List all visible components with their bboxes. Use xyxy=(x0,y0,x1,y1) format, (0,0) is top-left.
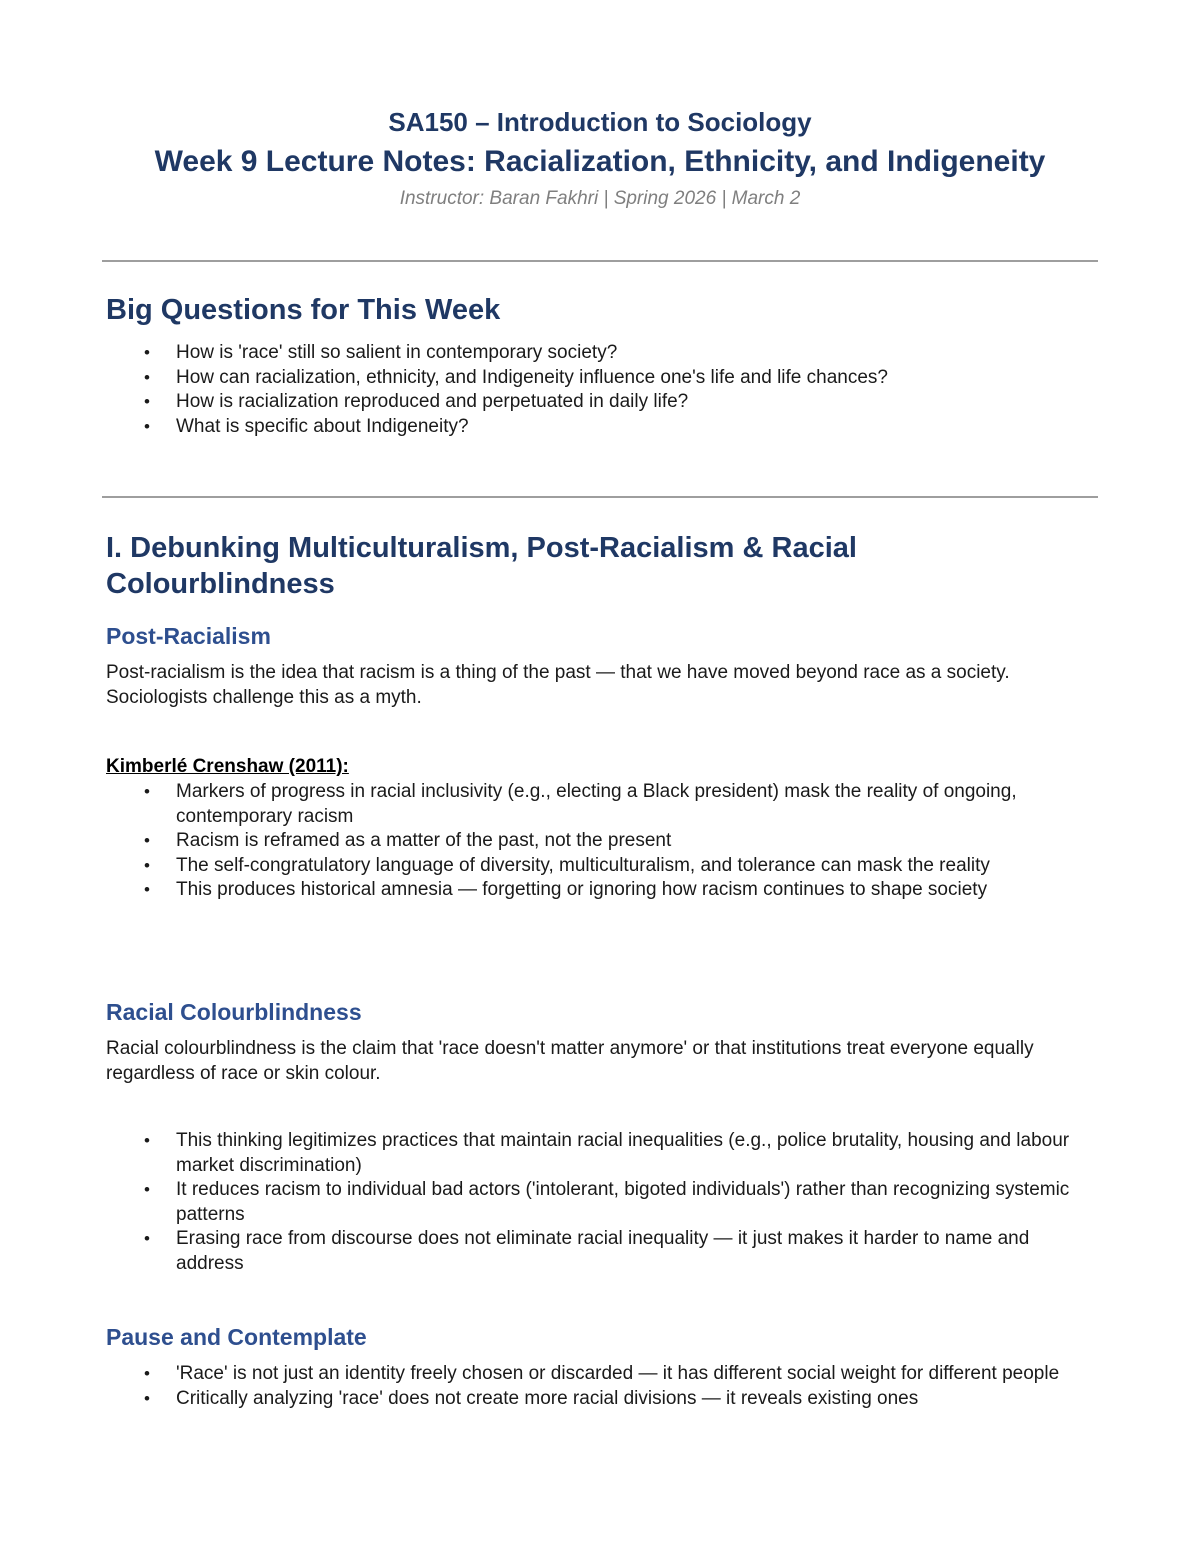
list-item: • Racism is reframed as a matter of the past, not the present xyxy=(106,829,1086,854)
list-item: • This thinking legitimizes practices that maintain racial inequalities (e.g., police brutality, housing and labour market discrimination) xyxy=(106,1129,1096,1178)
list-item: • The self-congratulatory language of diversity, multiculturalism, and tolerance can mask the reality xyxy=(106,854,1086,879)
crenshaw-heading: Kimberlé Crenshaw (2011): xyxy=(106,756,349,777)
colourblindness-paragraph: Racial colourblindness is the claim that 'race doesn't matter anymore' or that institutions treat everyone equally regardless of race or skin colour. xyxy=(106,1038,1034,1084)
list-item: • Markers of progress in racial inclusivity (e.g., electing a Black president) mask the reality of ongoing, contemporary racism xyxy=(106,780,1086,829)
list-item: • This produces historical amnesia — forgetting or ignoring how racism continues to shape society xyxy=(106,878,1086,903)
divider xyxy=(102,496,1098,498)
list-item: • How is racialization reproduced and perpetuated in daily life? xyxy=(106,390,1096,415)
colourblindness-heading: Racial Colourblindness xyxy=(106,999,362,1025)
list-item: • Erasing race from discourse does not eliminate racial inequality — it just makes it harder to name and address xyxy=(106,1227,1096,1276)
list-item: • How is 'race' still so salient in contemporary society? xyxy=(106,341,1096,366)
lecture-meta: Instructor: Baran Fakhri | Spring 2026 | March 2 xyxy=(399,188,801,209)
crenshaw-list xyxy=(106,780,1086,903)
post-racialism-paragraph: Post-racialism is the idea that racism is a thing of the past — that we have moved beyond race as a society. Sociologists challenge this as a myth. xyxy=(106,662,1010,708)
big-questions-heading: Big Questions for This Week xyxy=(106,294,501,326)
list-item: • Critically analyzing 'race' does not create more racial divisions — it reveals existing ones xyxy=(106,1387,1086,1412)
course-title: SA150 – Introduction to Sociology xyxy=(388,107,812,137)
big-questions-list xyxy=(106,341,1096,439)
list-item: • How can racialization, ethnicity, and Indigeneity influence one's life and life chances? xyxy=(106,366,1096,391)
list-item: • 'Race' is not just an identity freely chosen or discarded — it has different social weight for different people xyxy=(106,1362,1086,1387)
pause-list xyxy=(106,1362,1086,1411)
list-item: • What is specific about Indigeneity? xyxy=(106,415,1096,440)
pause-heading: Pause and Contemplate xyxy=(106,1324,367,1350)
week-title: Week 9 Lecture Notes: Racialization, Ethnicity, and Indigeneity xyxy=(154,145,1046,178)
list-item: • It reduces racism to individual bad actors ('intolerant, bigoted individuals') rather than recognizing systemic patterns xyxy=(106,1178,1096,1227)
post-racialism-heading: Post-Racialism xyxy=(106,623,271,649)
divider xyxy=(102,260,1098,262)
section-heading: I. Debunking Multiculturalism, Post-Racialism & Racial Colourblindness xyxy=(106,532,857,600)
colourblindness-list xyxy=(106,1129,1096,1276)
